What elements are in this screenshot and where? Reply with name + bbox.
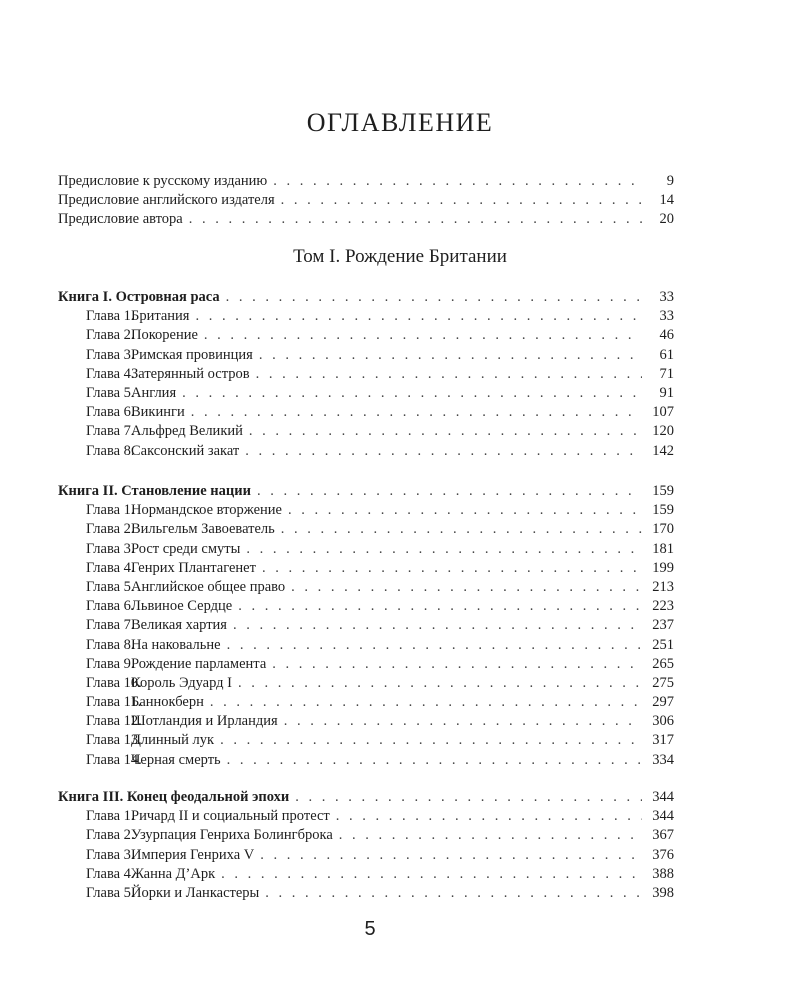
prefaces-list <box>58 172 674 230</box>
chapter-entry <box>58 442 674 461</box>
entry-label <box>58 712 278 731</box>
chapter-number: Глава 5. <box>86 384 135 401</box>
entry-title: Англия <box>131 384 177 401</box>
page-ref: 9 <box>666 173 674 189</box>
entry-title: Предисловие к русскому изданию <box>58 173 268 189</box>
entry-label <box>58 384 176 403</box>
dot-leader <box>249 422 642 441</box>
chapter-entry <box>58 346 674 365</box>
chapter-entry <box>58 559 674 578</box>
entry-label <box>58 365 250 384</box>
page-ref: 71 <box>659 365 674 382</box>
entry-title: Книга I. Островная раса <box>58 289 220 305</box>
entry-label <box>58 807 330 826</box>
dot-leader <box>339 826 642 845</box>
dot-leader <box>281 520 642 539</box>
book-section-1 <box>58 288 674 461</box>
dot-leader <box>204 326 642 345</box>
chapter-number: Глава 4. <box>86 559 135 576</box>
page-ref: 306 <box>652 713 674 730</box>
chapter-number: Глава 10. <box>86 674 142 691</box>
entry-label <box>58 693 204 712</box>
chapter-entry <box>58 674 674 693</box>
page-ref: 344 <box>652 789 674 805</box>
entry-title: Книга II. Становление нации <box>58 483 251 499</box>
chapter-number: Глава 4. <box>86 365 135 382</box>
chapter-number: Глава 2. <box>86 521 135 538</box>
entry-label <box>58 172 267 191</box>
entry-label <box>58 482 251 501</box>
entry-label <box>58 674 232 693</box>
chapter-number: Глава 7. <box>86 423 135 440</box>
entry-label <box>58 288 220 307</box>
entry-label <box>58 559 256 578</box>
page-ref: 20 <box>659 211 674 228</box>
toc-entry <box>58 172 674 191</box>
page-ref: 297 <box>652 694 674 711</box>
page-ref: 159 <box>652 502 674 519</box>
entry-title: Генрих Плантагенет <box>131 559 256 576</box>
page-ref: 223 <box>652 598 674 615</box>
dot-leader <box>189 210 642 229</box>
entry-title: Предисловие английского издателя <box>58 192 275 209</box>
chapter-number: Глава 8. <box>86 636 135 653</box>
chapter-number: Глава 5. <box>86 884 135 901</box>
chapter-entry <box>58 326 674 345</box>
dot-leader <box>210 693 642 712</box>
entry-title: Рост среди смуты <box>131 540 241 557</box>
chapter-number: Глава 11. <box>86 694 142 711</box>
chapter-number: Глава 6. <box>86 404 135 421</box>
entry-label <box>58 731 214 750</box>
dot-leader <box>265 884 642 903</box>
page-ref: 181 <box>652 540 674 557</box>
entry-title: Альфред Великий <box>131 423 243 440</box>
entry-title: Предисловие автора <box>58 211 183 228</box>
dot-leader <box>256 365 642 384</box>
entry-title: Йорки и Ланкастеры <box>131 884 260 901</box>
dot-leader <box>238 674 642 693</box>
page-ref: 159 <box>652 483 674 499</box>
entry-label <box>58 540 240 559</box>
entry-title: Рождение парламента <box>131 655 267 672</box>
book-entry <box>58 288 674 307</box>
entry-label <box>58 403 185 422</box>
entry-title: Британия <box>131 308 190 325</box>
dot-leader <box>195 307 642 326</box>
dot-leader <box>191 403 642 422</box>
entry-label <box>58 442 239 461</box>
page-ref: 376 <box>652 846 674 863</box>
chapter-number: Глава 8. <box>86 442 135 459</box>
dot-leader <box>238 597 642 616</box>
chapter-entry <box>58 636 674 655</box>
chapter-entry <box>58 540 674 559</box>
chapter-entry <box>58 422 674 441</box>
entry-label <box>58 597 232 616</box>
entry-label <box>58 422 243 441</box>
dot-leader <box>220 731 642 750</box>
chapter-entry <box>58 846 674 865</box>
dot-leader <box>233 616 642 635</box>
entry-label <box>58 788 289 807</box>
entry-title: На наковальне <box>131 636 221 653</box>
toc-entry <box>58 191 674 210</box>
chapter-entry <box>58 751 674 770</box>
entry-label <box>58 865 215 884</box>
entry-label <box>58 578 285 597</box>
dot-leader <box>288 501 642 520</box>
chapter-entry <box>58 884 674 903</box>
entry-title: Нормандское вторжение <box>131 502 282 519</box>
entry-title: Английское общее право <box>131 578 286 595</box>
entry-label <box>58 346 253 365</box>
dot-leader <box>291 578 642 597</box>
chapter-number: Глава 3. <box>86 346 135 363</box>
page-number: 5 <box>364 918 376 940</box>
entry-label <box>58 326 198 345</box>
chapter-number: Глава 2. <box>86 327 135 344</box>
chapter-number: Глава 9. <box>86 655 135 672</box>
entry-label <box>58 191 275 210</box>
entry-label <box>58 210 183 229</box>
dot-leader <box>272 655 642 674</box>
entry-title: Викинги <box>131 404 185 421</box>
entry-title: Баннокберн <box>131 694 204 711</box>
page-ref: 275 <box>652 674 674 691</box>
chapter-entry <box>58 501 674 520</box>
page-ref: 170 <box>652 521 674 538</box>
page-ref: 317 <box>652 732 674 749</box>
page-ref: 142 <box>652 442 674 459</box>
entry-label <box>58 826 333 845</box>
dot-leader <box>260 846 642 865</box>
page-ref: 33 <box>659 308 674 325</box>
chapter-number: Глава 12. <box>86 713 142 730</box>
entry-label <box>58 520 275 539</box>
toc-entry <box>58 210 674 229</box>
entry-title: Книга III. Конец феодальной эпохи <box>58 789 290 805</box>
entry-label <box>58 307 189 326</box>
page-ref: 265 <box>652 655 674 672</box>
dot-leader <box>246 540 642 559</box>
entry-title: Вильгельм Завоеватель <box>131 521 275 538</box>
entry-title: Покорение <box>131 327 198 344</box>
chapter-number: Глава 5. <box>86 578 135 595</box>
page-ref: 61 <box>659 346 674 363</box>
page-title: ОГЛАВЛЕНИЕ <box>306 108 494 137</box>
entry-title: Жанна Д’Арк <box>131 865 216 882</box>
chapter-entry <box>58 520 674 539</box>
dot-leader <box>284 712 642 731</box>
chapter-entry <box>58 655 674 674</box>
chapter-number: Глава 3. <box>86 846 135 863</box>
chapter-entry <box>58 597 674 616</box>
entry-title: Саксонский закат <box>131 442 240 459</box>
chapter-number: Глава 2. <box>86 827 135 844</box>
book-entry <box>58 482 674 501</box>
page-ref: 367 <box>652 827 674 844</box>
chapter-entry <box>58 578 674 597</box>
chapter-entry <box>58 384 674 403</box>
page-ref: 120 <box>652 423 674 440</box>
page-ref: 334 <box>652 751 674 768</box>
dot-leader <box>227 751 642 770</box>
chapter-entry <box>58 365 674 384</box>
page-ref: 398 <box>652 884 674 901</box>
chapter-number: Глава 14. <box>86 751 142 768</box>
entry-label <box>58 655 266 674</box>
chapter-number: Глава 1. <box>86 502 135 519</box>
chapter-number: Глава 6. <box>86 598 135 615</box>
dot-leader <box>281 191 642 210</box>
entry-title: Великая хартия <box>131 617 227 634</box>
dot-leader <box>182 384 642 403</box>
chapter-entry <box>58 403 674 422</box>
chapter-number: Глава 13. <box>86 732 142 749</box>
chapter-number: Глава 3. <box>86 540 135 557</box>
page-ref: 344 <box>652 808 674 825</box>
dot-leader <box>262 559 642 578</box>
book-entry <box>58 788 674 807</box>
entry-title: Король Эдуард I <box>131 674 232 691</box>
entry-label <box>58 884 259 903</box>
entry-title: Империя Генриха V <box>131 846 255 863</box>
entry-title: Длинный лук <box>131 732 215 749</box>
dot-leader <box>273 172 642 191</box>
entry-label <box>58 846 254 865</box>
page-ref: 199 <box>652 559 674 576</box>
entry-label <box>58 501 282 520</box>
page-ref: 107 <box>652 404 674 421</box>
chapter-entry <box>58 865 674 884</box>
page-ref: 213 <box>652 578 674 595</box>
page-ref: 237 <box>652 617 674 634</box>
dot-leader <box>245 442 642 461</box>
page-ref: 33 <box>659 289 674 305</box>
chapter-number: Глава 4. <box>86 865 135 882</box>
entry-title: Ричард II и социальный протест <box>131 808 330 825</box>
page-ref: 91 <box>659 384 674 401</box>
dot-leader <box>336 807 642 826</box>
chapter-entry <box>58 826 674 845</box>
chapter-number: Глава 7. <box>86 617 135 634</box>
dot-leader <box>221 865 642 884</box>
entry-title: Львиное Сердце <box>131 598 233 615</box>
dot-leader <box>226 288 642 307</box>
entry-label <box>58 751 221 770</box>
book-section-3 <box>58 788 674 903</box>
volume-title: Том I. Рождение Британии <box>293 246 507 267</box>
entry-title: Шотландия и Ирландия <box>131 713 278 730</box>
chapter-entry <box>58 307 674 326</box>
dot-leader <box>227 636 642 655</box>
chapter-entry <box>58 712 674 731</box>
chapter-number: Глава 1. <box>86 308 135 325</box>
entry-title: Черная смерть <box>131 751 221 768</box>
dot-leader <box>295 788 642 807</box>
page-ref: 14 <box>659 192 674 209</box>
chapter-entry <box>58 616 674 635</box>
chapter-entry <box>58 731 674 750</box>
book-section-2 <box>58 482 674 770</box>
entry-title: Римская провинция <box>131 346 253 363</box>
entry-label <box>58 616 227 635</box>
chapter-entry <box>58 693 674 712</box>
entry-label <box>58 636 221 655</box>
page-ref: 388 <box>652 865 674 882</box>
dot-leader <box>257 482 642 501</box>
entry-title: Затерянный остров <box>131 365 250 382</box>
page-ref: 251 <box>652 636 674 653</box>
chapter-entry <box>58 807 674 826</box>
page-ref: 46 <box>659 327 674 344</box>
entry-title: Узурпация Генриха Болингброка <box>131 827 333 844</box>
dot-leader <box>259 346 642 365</box>
chapter-number: Глава 1. <box>86 808 135 825</box>
